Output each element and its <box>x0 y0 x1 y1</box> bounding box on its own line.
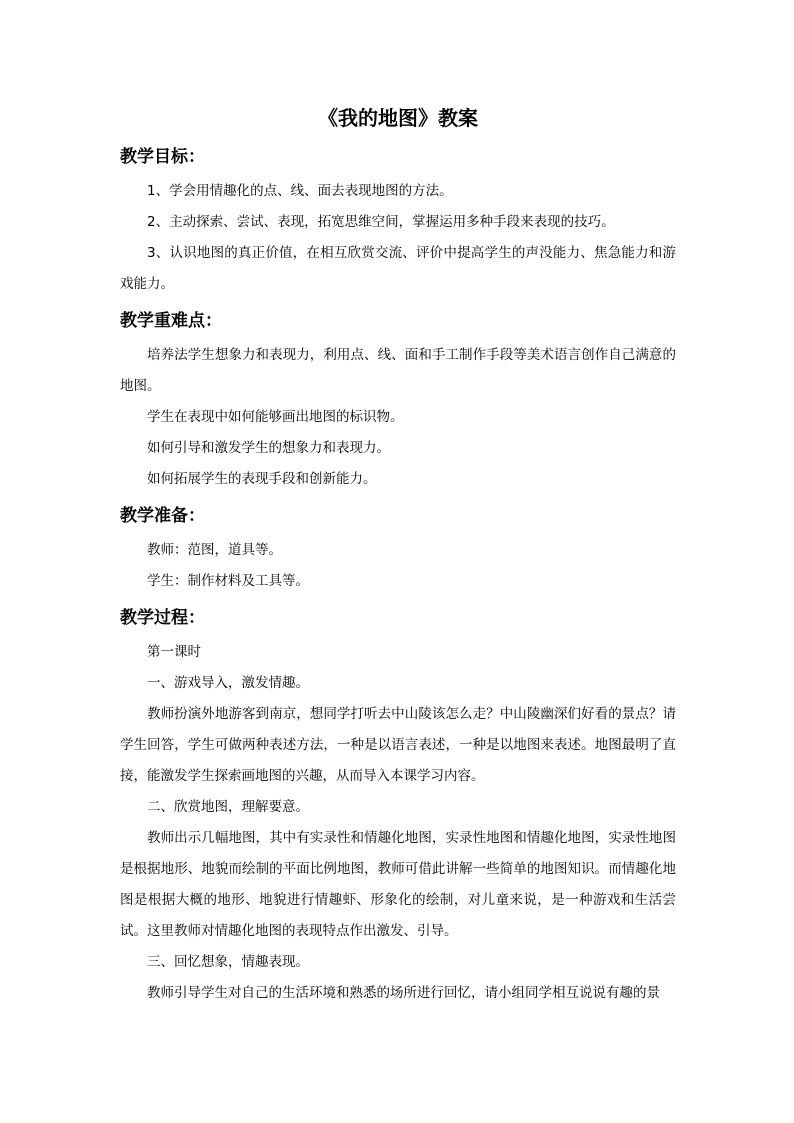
section-objectives <box>120 142 676 300</box>
section-process <box>120 603 676 1009</box>
document-page <box>120 100 676 1009</box>
paragraph: 教师：范图，道具等。 <box>147 542 282 558</box>
section-heading: 教学过程： <box>120 608 205 628</box>
paragraph: 学生：制作材料及工具等。 <box>147 573 309 589</box>
paragraph: 2、主动探索、尝试、表现，拓宽思维空间，掌握运用多种手段来表现的技巧。 <box>147 214 615 230</box>
section-heading: 教学目标： <box>120 147 205 167</box>
section-key-difficulties <box>120 306 676 495</box>
paragraph: 教师出示几幅地图，其中有实录性和情趣化地图，实录性地图和情趣化地图，实录性地图是根据地形、地貌而绘制的平面比例地图，教师可借此讲解一些简单的地图知识。而情趣化地图是根据大概的地形、地貌进行情趣虾、形象化的绘制，对儿童来说，是一种游戏和生活尝试。这里教师对情趣化地图的表现特点作出激发、引导。 <box>120 830 676 939</box>
paragraph: 第一课时 <box>147 644 201 660</box>
paragraph: 学生在表现中如何能够画出地图的标识物。 <box>147 409 404 425</box>
section-heading: 教学重难点： <box>120 311 222 331</box>
paragraph: 教师扮演外地游客到南京，想同学打听去中山陵该怎么走？中山陵幽深们好看的景点？请学生回答，学生可做两种表述方法，一种是以语言表述，一种是以地图来表述。地图最明了直接，能激发学生探索画地图的兴趣，从而导入本课学习内容。 <box>120 706 676 784</box>
paragraph: 三、回忆想象，情趣表现。 <box>147 954 309 970</box>
section-heading: 教学准备： <box>120 506 205 526</box>
paragraph: 一、游戏导入，激发情趣。 <box>147 675 309 691</box>
paragraph: 如何拓展学生的表现手段和创新能力。 <box>147 471 377 487</box>
paragraph: 1、学会用情趣化的点、线、面去表现地图的方法。 <box>147 183 453 199</box>
paragraph: 3、认识地图的真正价值，在相互欣赏交流、评价中提高学生的声没能力、焦急能力和游戏能力。 <box>120 245 676 292</box>
section-preparation <box>120 501 676 597</box>
paragraph: 教师引导学生对自己的生活环境和熟悉的场所进行回忆，请小组同学相互说说有趣的景 <box>147 985 660 1001</box>
document-title: 《我的地图》教案 <box>318 106 478 130</box>
paragraph: 如何引导和激发学生的想象力和表现力。 <box>147 440 390 456</box>
paragraph: 二、欣赏地图，理解要意。 <box>147 799 309 815</box>
paragraph: 培养法学生想象力和表现力，利用点、线、面和手工制作手段等美术语言创作自己满意的地图。 <box>120 347 676 394</box>
